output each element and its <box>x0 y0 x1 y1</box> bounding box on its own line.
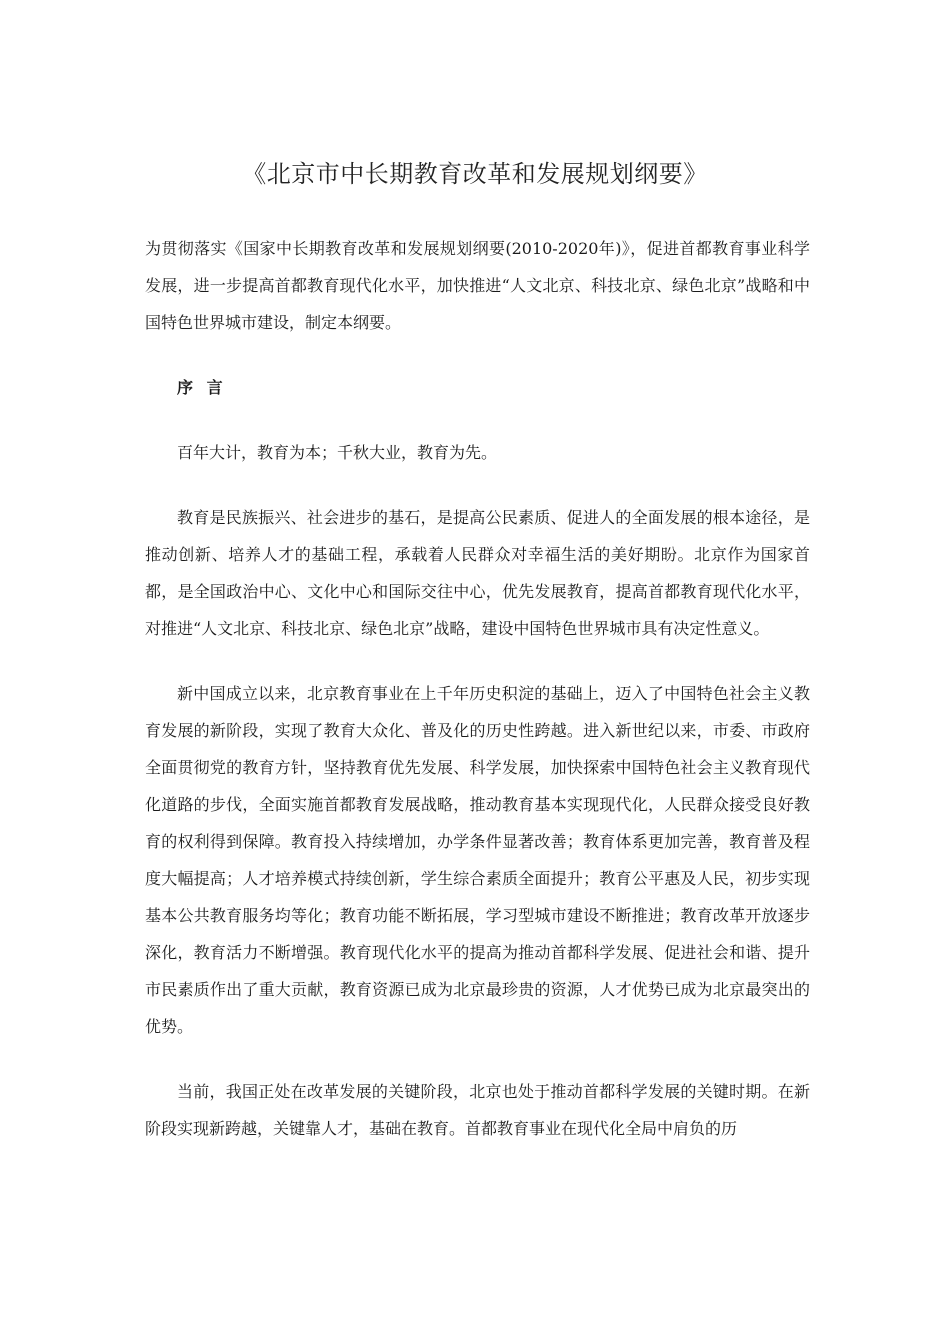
section-heading: 序 言 <box>177 378 227 397</box>
body-paragraph-3: 新中国成立以来，北京教育事业在上千年历史积淀的基础上，迈入了中国特色社会主义教育发展的新阶段，实现了教育大众化、普及化的历史性跨越。进入新世纪以来，市委、市政府全面贯彻党的教育方针，坚持教育优先发展、科学发展，加快探索中国特色社会主义教育现代化道路的步伐，全面实施首都教育发展战略，推动教育基本实现现代化，人民群众接受良好教育的权利得到保障。教育投入持续增加，办学条件显著改善；教育体系更加完善，教育普及程度大幅提高；人才培养模式持续创新，学生综合素质全面提升；教育公平惠及人民，初步实现基本公共教育服务均等化；教育功能不断拓展，学习型城市建设不断推进；教育改革开放逐步深化，教育活力不断增强。教育现代化水平的提高为推动首都科学发展、促进社会和谐、提升市民素质作出了重大贡献，教育资源已成为北京最珍贵的资源，人才优势已成为北京最突出的优势。 <box>145 684 810 1036</box>
body-paragraph-1: 百年大计，教育为本；千秋大业，教育为先。 <box>177 443 498 462</box>
body-paragraph-4: 当前，我国正处在改革发展的关键阶段，北京也处于推动首都科学发展的关键时期。在新阶段实现新跨越，关键靠人才，基础在教育。首都教育事业在现代化全局中肩负的历 <box>145 1082 810 1138</box>
body-paragraph-2: 教育是民族振兴、社会进步的基石，是提高公民素质、促进人的全面发展的根本途径，是推动创新、培养人才的基础工程，承载着人民群众对幸福生活的美好期盼。北京作为国家首都，是全国政治中心、文化中心和国际交往中心，优先发展教育，提高首都教育现代化水平，对推进“人文北京、科技北京、绿色北京”战略，建设中国特色世界城市具有决定性意义。 <box>145 508 810 638</box>
intro-paragraph: 为贯彻落实《国家中长期教育改革和发展规划纲要(2010-2020年)》，促进首都教育事业科学发展，进一步提高首都教育现代化水平，加快推进“人文北京、科技北京、绿色北京”战略和中国特色世界城市建设，制定本纲要。 <box>145 239 810 332</box>
document-body <box>145 230 810 1175</box>
document-title: 《北京市中长期教育改革和发展规划纲要》 <box>242 160 708 188</box>
